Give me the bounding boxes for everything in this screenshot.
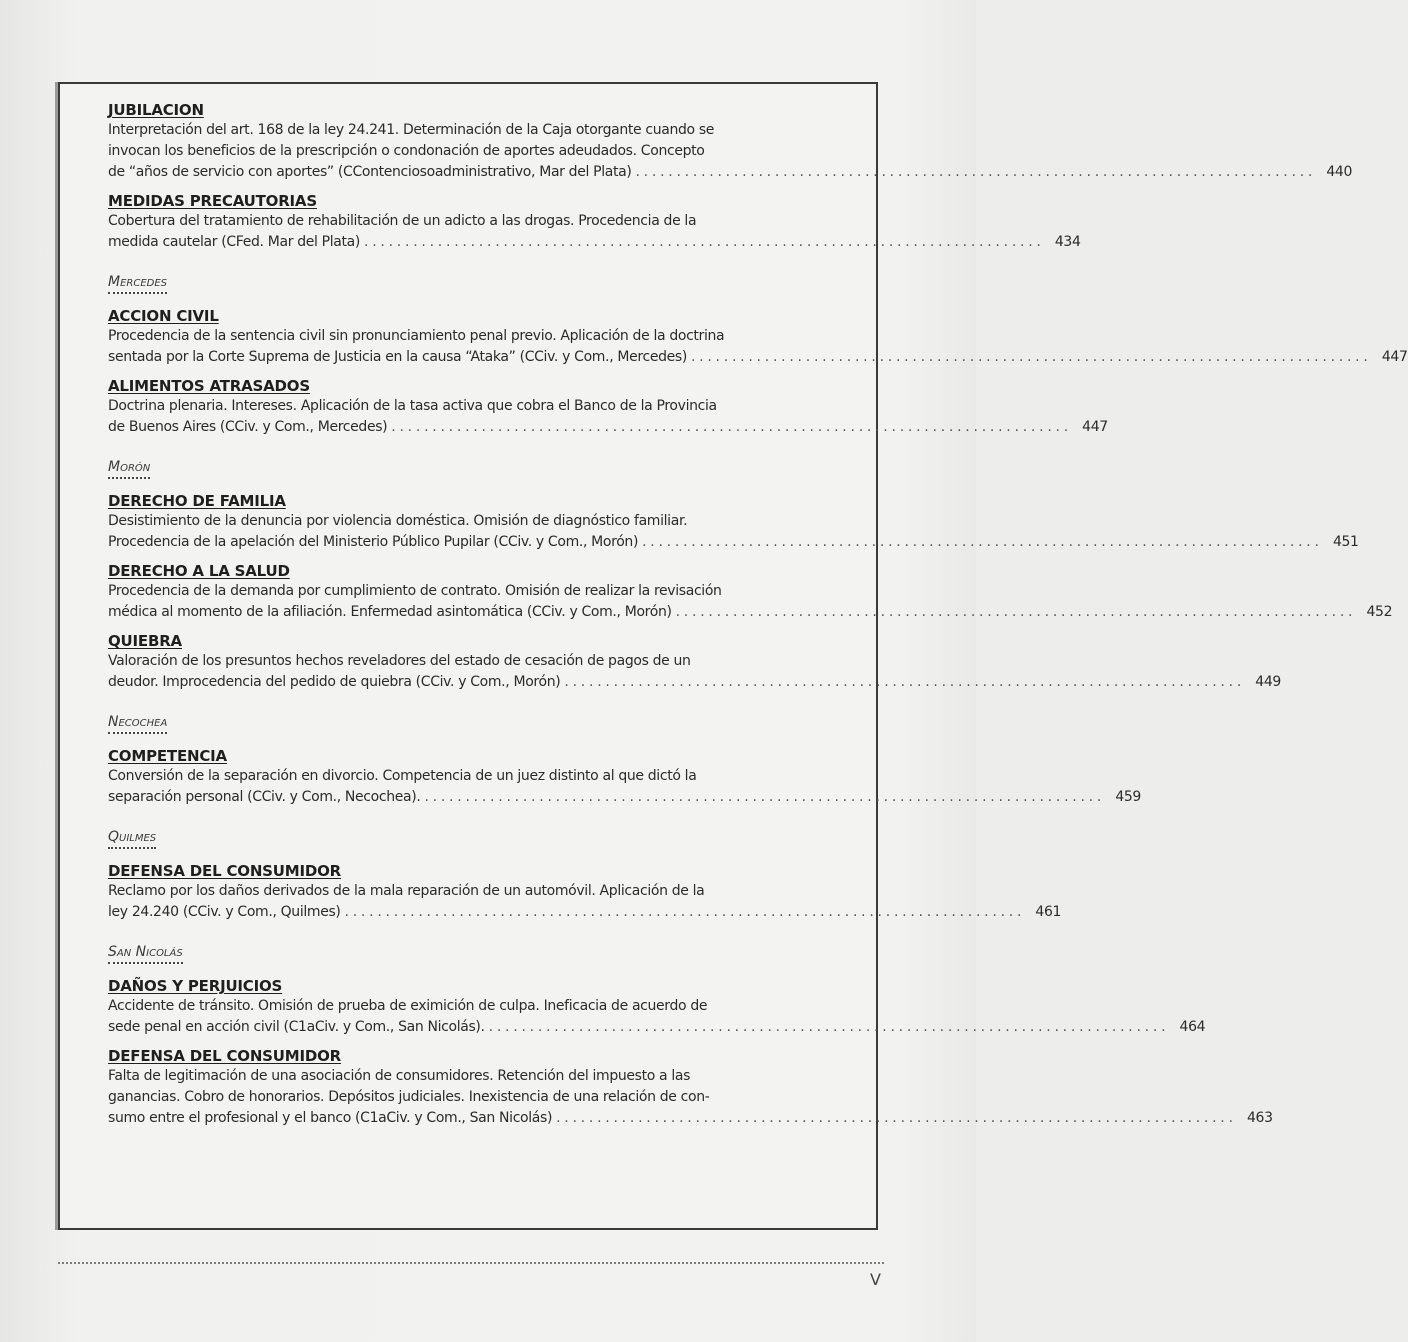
city-section-heading [108,261,843,306]
page-reference: 434 [1054,234,1081,250]
city-label: Quilmes [108,828,156,849]
dot-leader: . . . . . . . . . . . . . . . . . . . . . . . . . . . . . . . . . . . . . . . . . . . . . . . . . . . . . . . . . . . . . . . . . . . . . . . . . . . . . . . . . . . [424,789,1101,805]
city-label: Necochea [108,713,167,734]
entry-last-line [108,162,1353,183]
index-entry [108,861,1062,923]
entry-text-line: invocan los beneficios de la prescripción o condonación de aportes adeudados. Concepto [108,143,705,159]
footer-rule [58,1262,884,1264]
entry-text-line: Cobertura del tratamiento de rehabilitación de un adicto a las drogas. Procedencia de la [108,213,697,229]
index-entry [108,1046,1273,1129]
entry-last-line [108,417,1108,438]
entry-text-line: separación personal (CCiv. y Com., Necochea). [108,789,421,805]
page-reference: 447 [1381,349,1408,365]
entry-title: DERECHO DE FAMILIA [108,492,286,510]
entry-text-line: medida cautelar (CFed. Mar del Plata) [108,234,360,250]
entry-last-line [108,1108,1273,1129]
entry-text-line: médica al momento de la afiliación. Enfermedad asintomática (CCiv. y Com., Morón) [108,604,672,620]
page-reference: 447 [1082,419,1108,435]
dot-leader: . . . . . . . . . . . . . . . . . . . . . . . . . . . . . . . . . . . . . . . . . . . . . . . . . . . . . . . . . . . . . . . . . . . . . . . . . . . . . . . . . . . [364,234,1041,250]
entry-last-line [108,602,1393,623]
entry-title: MEDIDAS PRECAUTORIAS [108,192,317,210]
entry-title: DAÑOS Y PERJUICIOS [108,977,283,995]
entry-last-line [108,787,1141,808]
entry-last-line [108,902,1062,923]
page-reference: 459 [1115,789,1141,805]
index-entry [108,491,1359,553]
entry-title: ALIMENTOS ATRASADOS [108,377,310,395]
city-section-heading [108,446,843,491]
page-reference: 449 [1255,674,1281,690]
entry-text-line: sentada por la Corte Suprema de Justicia en la causa “Ataka” (CCiv. y Com., Mercedes) [108,349,687,365]
city-label: Morón [108,458,150,479]
page-reference: 463 [1246,1110,1273,1126]
page-reference: 461 [1035,904,1062,920]
entry-text-line: Valoración de los presuntos hechos reveladores del estado de cesación de pagos de un [108,653,691,669]
entry-last-line [108,232,1081,253]
entry-text-line: ganancias. Cobro de honorarios. Depósitos judiciales. Inexistencia de una relación de con- [108,1089,710,1105]
city-section-heading [108,701,843,746]
entry-last-line [108,1017,1206,1038]
entry-text-line: Conversión de la separación en divorcio. Competencia de un juez distinto al que dictó la [108,768,697,784]
index-entry [108,976,1206,1038]
page-reference: 464 [1179,1019,1206,1035]
entry-title: COMPETENCIA [108,747,227,765]
index-entry [108,631,1281,693]
dot-leader: . . . . . . . . . . . . . . . . . . . . . . . . . . . . . . . . . . . . . . . . . . . . . . . . . . . . . . . . . . . . . . . . . . . . . . . . . . . . . . . . . . . [391,419,1068,435]
entry-text-line: sede penal en acción civil (C1aCiv. y Com., San Nicolás). [108,1019,485,1035]
index-entry [108,306,1408,368]
dot-leader: . . . . . . . . . . . . . . . . . . . . . . . . . . . . . . . . . . . . . . . . . . . . . . . . . . . . . . . . . . . . . . . . . . . . . . . . . . . . . . . . . . . [556,1110,1233,1126]
page-reference: 440 [1326,164,1353,180]
index-entry [108,100,1353,183]
entry-text-line: Procedencia de la demanda por cumplimiento de contrato. Omisión de realizar la revisación [108,583,722,599]
page-number: V [870,1270,881,1289]
entry-text-line: Falta de legitimación de una asociación de consumidores. Retención del impuesto a las [108,1068,691,1084]
index-content [108,100,1408,1137]
entry-text-line: Doctrina plenaria. Intereses. Aplicación de la tasa activa que cobra el Banco de la Provincia [108,398,717,414]
city-label: Mercedes [108,273,167,294]
entry-title: QUIEBRA [108,632,182,650]
entry-text-line: ley 24.240 (CCiv. y Com., Quilmes) [108,904,341,920]
entry-text-line: de “años de servicio con aportes” (CContenciosoadministrativo, Mar del Plata) [108,164,632,180]
entry-text-line: Interpretación del art. 168 de la ley 24.241. Determinación de la Caja otorgante cuando se [108,122,715,138]
entry-text-line: sumo entre el profesional y el banco (C1aCiv. y Com., San Nicolás) [108,1110,553,1126]
entry-text-line: Procedencia de la sentencia civil sin pronunciamiento penal previo. Aplicación de la doctrina [108,328,725,344]
city-section-heading [108,931,843,976]
dot-leader: . . . . . . . . . . . . . . . . . . . . . . . . . . . . . . . . . . . . . . . . . . . . . . . . . . . . . . . . . . . . . . . . . . . . . . . . . . . . . . . . . . . [488,1019,1166,1035]
page-reference: 451 [1332,534,1359,550]
entry-title: ACCION CIVIL [108,307,219,325]
entry-title: DEFENSA DEL CONSUMIDOR [108,1047,342,1065]
entry-text-line: de Buenos Aires (CCiv. y Com., Mercedes) [108,419,388,435]
city-section-heading [108,816,843,861]
dot-leader: . . . . . . . . . . . . . . . . . . . . . . . . . . . . . . . . . . . . . . . . . . . . . . . . . . . . . . . . . . . . . . . . . . . . . . . . . . . . . . . . . . . [564,674,1241,690]
entry-title: JUBILACION [108,101,204,119]
dot-leader: . . . . . . . . . . . . . . . . . . . . . . . . . . . . . . . . . . . . . . . . . . . . . . . . . . . . . . . . . . . . . . . . . . . . . . . . . . . . . . . . . . . [635,164,1313,180]
dot-leader: . . . . . . . . . . . . . . . . . . . . . . . . . . . . . . . . . . . . . . . . . . . . . . . . . . . . . . . . . . . . . . . . . . . . . . . . . . . . . . . . . . . [344,904,1022,920]
entry-title: DERECHO A LA SALUD [108,562,290,580]
entry-last-line [108,672,1281,693]
entry-last-line [108,347,1408,368]
entry-text-line: Procedencia de la apelación del Ministerio Público Pupilar (CCiv. y Com., Morón) [108,534,639,550]
index-entry [108,191,1081,253]
dot-leader: . . . . . . . . . . . . . . . . . . . . . . . . . . . . . . . . . . . . . . . . . . . . . . . . . . . . . . . . . . . . . . . . . . . . . . . . . . . . . . . . . . . [642,534,1319,550]
dot-leader: . . . . . . . . . . . . . . . . . . . . . . . . . . . . . . . . . . . . . . . . . . . . . . . . . . . . . . . . . . . . . . . . . . . . . . . . . . . . . . . . . . . [690,349,1368,365]
entry-text-line: Reclamo por los daños derivados de la mala reparación de un automóvil. Aplicación de la [108,883,705,899]
entry-text-line: Desistimiento de la denuncia por violencia doméstica. Omisión de diagnóstico familiar. [108,513,688,529]
entry-text-line: Accidente de tránsito. Omisión de prueba de eximición de culpa. Ineficacia de acuerdo de [108,998,708,1014]
index-frame [58,82,1408,1230]
dot-leader: . . . . . . . . . . . . . . . . . . . . . . . . . . . . . . . . . . . . . . . . . . . . . . . . . . . . . . . . . . . . . . . . . . . . . . . . . . . . . . . . . . . [675,604,1353,620]
entry-text-line: deudor. Improcedencia del pedido de quiebra (CCiv. y Com., Morón) [108,674,561,690]
entry-last-line [108,532,1359,553]
entry-title: DEFENSA DEL CONSUMIDOR [108,862,342,880]
index-entry [108,746,1141,808]
index-entry [108,376,1108,438]
city-label: San Nicolás [108,943,183,964]
page-reference: 452 [1366,604,1393,620]
index-entry [108,561,1393,623]
